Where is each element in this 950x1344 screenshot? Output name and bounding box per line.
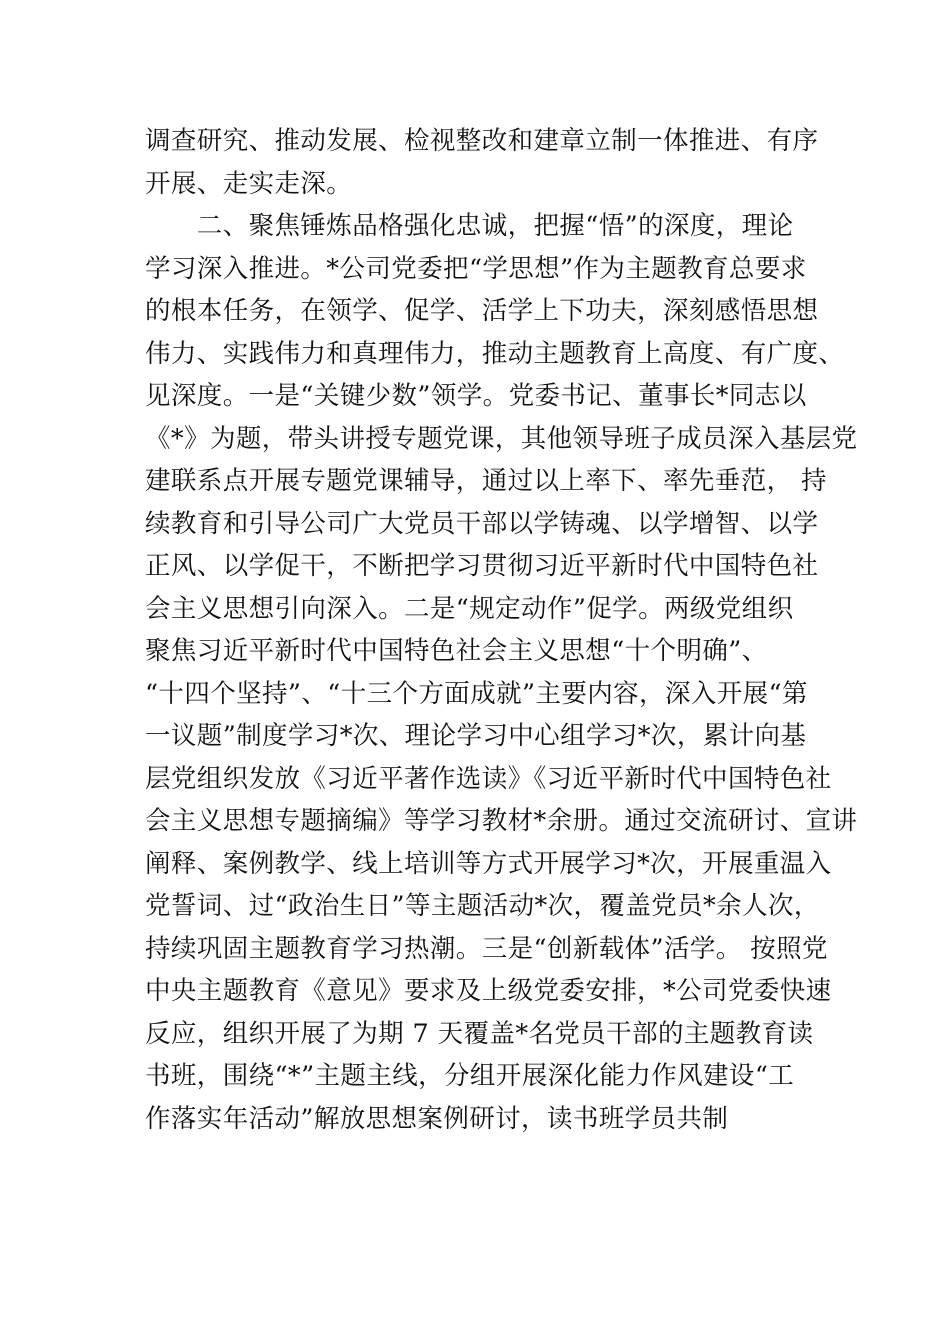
text-line: 持续巩固主题教育学习热潮。三是“创新载体”活学。 按照党 <box>145 933 828 964</box>
text-line: 反应，组织开展了为期 7 天覆盖*名党员干部的主题教育读 <box>145 1018 814 1049</box>
text-line: 伟力、实践伟力和真理伟力，推动主题教育上高度、有广度、 <box>145 338 845 369</box>
text-line: 会主义思想专题摘编》等学习教材*余册。通过交流研讨、宣讲 <box>145 806 858 836</box>
text-line: 会主义思想引向深入。二是“规定动作”促学。两级党组织 <box>145 593 794 624</box>
text-line: 书班，围绕“*”主题主线，分组开展深化能力作风建设“工 <box>145 1061 795 1091</box>
text-line: 党誓词、过“政治生日”等主题活动*次，覆盖党员*余人次， <box>145 891 820 921</box>
text-line: 作落实年活动”解放思想案例研讨，读书班学员共制 <box>145 1103 729 1134</box>
text-line: 一议题”制度学习*次、理论学习中心组学习*次，累计向基 <box>145 721 807 751</box>
text-line: 《*》为题，带头讲授专题党课，其他领导班子成员深入基层党 <box>145 423 858 454</box>
text-line: 见深度。一是“关键少数”领学。党委书记、董事长*同志以 <box>145 381 807 411</box>
text-line: 阐释、案例教学、线上培训等方式开展学习*次，开展重温入 <box>145 848 832 879</box>
text-line: 建联系点开展专题党课辅导，通过以上率下、率先垂范， 持 <box>145 466 827 496</box>
text-line: 续教育和引导公司广大党员干部以学铸魂、以学增智、以学 <box>145 508 819 539</box>
text-line: 正风、以学促干，不断把学习贯彻习近平新时代中国特色社 <box>145 551 819 581</box>
text-line: “十四个坚持”、“十三个方面成就”主要内容，深入开展“第 <box>145 678 808 709</box>
text-line: 中央主题教育《意见》要求及上级党委安排，*公司党委快速 <box>145 976 832 1006</box>
text-line: 聚焦习近平新时代中国特色社会主义思想“十个明确”、 <box>145 636 768 666</box>
text-line: 的根本任务，在领学、促学、活学上下功夫，深刻感悟思想 <box>145 296 819 326</box>
body-text <box>145 120 858 1140</box>
text-line: 调查研究、推动发展、检视整改和建章立制一体推进、有序 <box>145 126 819 156</box>
text-line: 层党组织发放《习近平著作选读》《习近平新时代中国特色社 <box>145 763 832 794</box>
text-line: 二、聚焦锤炼品格强化忠诚，把握“悟”的深度，理论 <box>145 211 794 241</box>
text-line: 开展、走实走深。 <box>145 168 353 199</box>
text-line: 学习深入推进。*公司党委把“学思想”作为主题教育总要求 <box>145 253 807 284</box>
